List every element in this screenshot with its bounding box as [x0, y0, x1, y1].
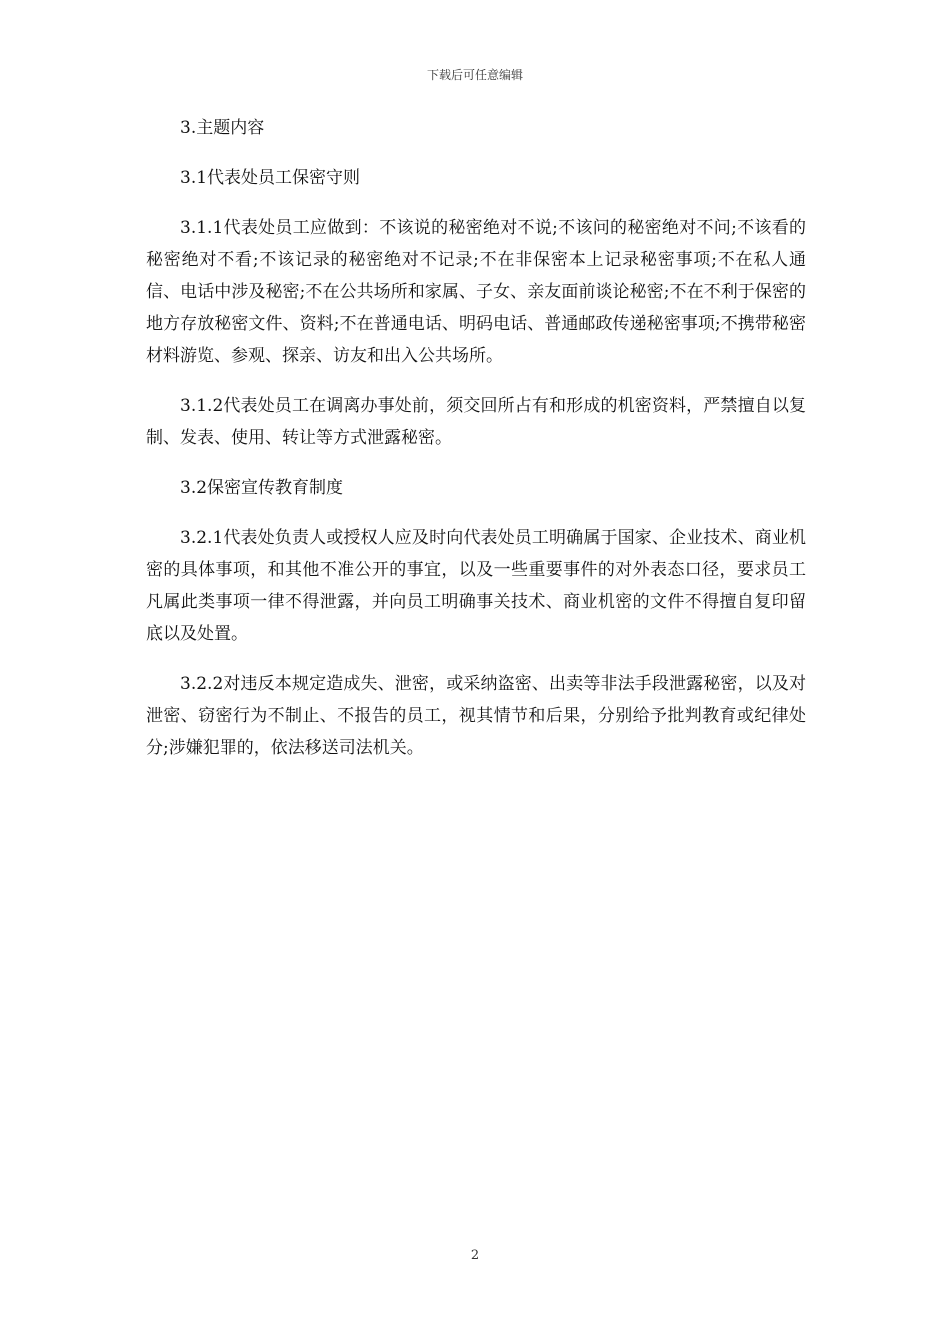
paragraph-3-1-2: 3.1.2代表处员工在调离办事处前，须交回所占有和形成的机密资料，严禁擅自以复制、发表、使用、转让等方式泄露秘密。 — [146, 396, 806, 448]
section-heading-3-1: 3.1代表处员工保密守则 — [180, 168, 361, 188]
page-number: 2 — [470, 1248, 480, 1263]
paragraph-3-2-1: 3.2.1代表处负责人或授权人应及时向代表处员工明确属于国家、企业技术、商业机密的具体事项，和其他不准公开的事宜，以及一些重要事件的对外表态口径，要求员工凡属此类事项一律不得泄露，并向员工明确事关技术、商业机密的文件不得擅自复印留底以及处置。 — [146, 528, 806, 644]
section-heading-3: 3.主题内容 — [180, 118, 265, 138]
document-body — [146, 112, 806, 782]
paragraph-3-1-1: 3.1.1代表处员工应做到：不该说的秘密绝对不说;不该问的秘密绝对不问;不该看的秘密绝对不看;不该记录的秘密绝对不记录;不在非保密本上记录秘密事项;不在私人通信、电话中涉及秘密;不在公共场所和家属、子女、亲友面前谈论秘密;不在不利于保密的地方存放秘密文件、资料;不在普通电话、明码电话、普通邮政传递秘密事项;不携带秘密材料游览、参观、探亲、访友和出入公共场所。 — [146, 218, 806, 366]
paragraph-3-2-2: 3.2.2对违反本规定造成失、泄密，或采纳盗密、出卖等非法手段泄露秘密，以及对泄密、窃密行为不制止、不报告的员工，视其情节和后果，分别给予批判教育或纪律处分;涉嫌犯罪的，依法移送司法机关。 — [146, 674, 806, 758]
section-heading-3-2: 3.2保密宣传教育制度 — [180, 478, 344, 498]
page-header: 下载后可任意编辑 — [426, 68, 523, 82]
